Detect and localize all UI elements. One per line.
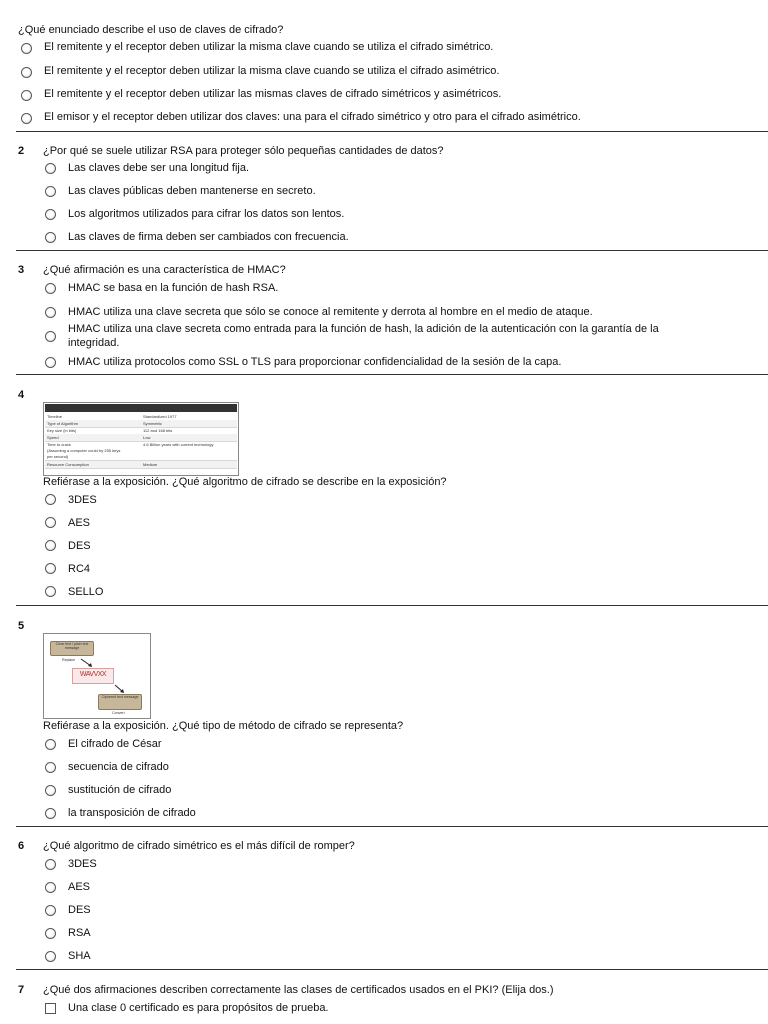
option-label: Las claves de firma deben ser cambiados con frecuencia. <box>68 231 349 243</box>
divider <box>16 605 768 606</box>
radio-option[interactable] <box>45 951 56 962</box>
question-text: ¿Qué enunciado describe el uso de claves de cifrado? <box>18 24 284 36</box>
radio-option[interactable] <box>21 43 32 54</box>
divider <box>16 131 768 132</box>
question-text: Refiérase a la exposición. ¿Qué algoritmo de cifrado se describe en la exposición? <box>43 476 447 488</box>
divider <box>16 374 768 375</box>
exhibit-row: per second) <box>45 453 237 461</box>
ciphertext-scroll: Ciphered text message <box>98 694 142 710</box>
radio-option[interactable] <box>45 785 56 796</box>
option-label: HMAC utiliza protocolos como SSL o TLS para proporcionar confidencialidad de la sesión de la capa. <box>68 356 562 368</box>
option-label: 3DES <box>68 858 97 870</box>
option-label: RSA <box>68 927 91 939</box>
question-number: 4 <box>18 389 25 401</box>
question-number: 2 <box>18 145 25 157</box>
question-number: 6 <box>18 840 25 852</box>
ciphertext-box: WAVVXX <box>72 668 114 684</box>
radio-option[interactable] <box>21 90 32 101</box>
radio-option[interactable] <box>45 882 56 893</box>
radio-option[interactable] <box>45 905 56 916</box>
option-label: AES <box>68 517 91 529</box>
radio-option[interactable] <box>45 928 56 939</box>
exhibit-table <box>43 402 239 476</box>
question-number: 3 <box>18 264 25 276</box>
exhibit-row: Type of Algorithm Symmetric <box>45 420 237 428</box>
divider <box>16 250 768 251</box>
radio-option[interactable] <box>21 67 32 78</box>
radio-option[interactable] <box>45 494 56 505</box>
radio-option[interactable] <box>45 739 56 750</box>
option-label: El remitente y el receptor deben utilizar la misma clave cuando se utiliza el cifrado simétrico. <box>44 41 494 53</box>
exhibit-table-header <box>45 404 237 412</box>
radio-option[interactable] <box>45 209 56 220</box>
radio-option[interactable] <box>45 283 56 294</box>
option-label: AES <box>68 881 91 893</box>
radio-option[interactable] <box>45 563 56 574</box>
arrow-icon <box>80 658 94 668</box>
radio-option[interactable] <box>45 808 56 819</box>
option-label: Las claves públicas deben mantenerse en secreto. <box>68 185 316 197</box>
option-label: DES <box>68 540 91 552</box>
option-label: 3DES <box>68 494 97 506</box>
question-text: ¿Qué afirmación es una característica de HMAC? <box>43 264 286 276</box>
radio-option[interactable] <box>45 186 56 197</box>
radio-option[interactable] <box>45 307 56 318</box>
option-label: DES <box>68 904 91 916</box>
option-label: la transposición de cifrado <box>68 807 196 819</box>
exhibit-row: Key size (in bits) 112 and 168 bits <box>45 427 237 435</box>
exhibit-row: Timeline Standardized 1977 <box>45 413 237 421</box>
option-label: El emisor y el receptor deben utilizar dos claves: una para el cifrado simétrico y otro para el cifrado asimétrico. <box>44 111 581 123</box>
radio-option[interactable] <box>45 357 56 368</box>
divider <box>16 826 768 827</box>
option-label: Las claves debe ser una longitud fija. <box>68 162 250 174</box>
option-label-continued: integridad. <box>68 337 120 349</box>
exhibit-row: Speed Low <box>45 434 237 442</box>
option-label: HMAC utiliza una clave secreta como entrada para la función de hash, la adición de la autenticación con la garantía de la <box>68 323 659 335</box>
radio-option[interactable] <box>45 331 56 342</box>
exhibit-row: (Assuming a computer could try 255 keys <box>47 448 121 453</box>
question-text: ¿Por qué se suele utilizar RSA para proteger sólo pequeñas cantidades de datos? <box>43 145 444 157</box>
question-number: 7 <box>18 984 25 996</box>
exhibit-diagram <box>43 633 151 719</box>
option-label: El remitente y el receptor deben utilizar la misma clave cuando se utiliza el cifrado asimétrico. <box>44 65 500 77</box>
radio-option[interactable] <box>21 113 32 124</box>
question-text: Refiérase a la exposición. ¿Qué tipo de método de cifrado se representa? <box>43 720 404 732</box>
radio-option[interactable] <box>45 232 56 243</box>
radio-option[interactable] <box>45 163 56 174</box>
option-label: El remitente y el receptor deben utilizar las mismas claves de cifrado simétricos y asimétricos. <box>44 88 502 100</box>
convert-label: Convert <box>112 711 125 715</box>
option-label: SELLO <box>68 586 104 598</box>
checkbox-option[interactable] <box>45 1003 56 1014</box>
exhibit-row: Resource Consumption Medium <box>45 461 237 469</box>
radio-option[interactable] <box>45 540 56 551</box>
option-label: SHA <box>68 950 91 962</box>
exhibit-row: Time to crack 4.6 Billion years with current technology <box>47 442 214 447</box>
replace-label: Replace <box>62 658 76 662</box>
plaintext-scroll: Clear text / plain text message <box>50 641 94 656</box>
radio-option[interactable] <box>45 762 56 773</box>
option-label: HMAC utiliza una clave secreta que sólo se conoce al remitente y derrota al hombre en el medio de ataque. <box>68 306 593 318</box>
option-label: sustitución de cifrado <box>68 784 172 796</box>
option-label: El cifrado de César <box>68 738 162 750</box>
option-label: Una clase 0 certificado es para propósitos de prueba. <box>68 1002 329 1014</box>
divider <box>16 969 768 970</box>
question-number: 5 <box>18 620 25 632</box>
option-label: RC4 <box>68 563 91 575</box>
arrow-icon <box>114 684 126 694</box>
question-text: ¿Qué dos afirmaciones describen correctamente las clases de certificados usados en el PKI? (Elija dos.) <box>43 984 554 996</box>
option-label: secuencia de cifrado <box>68 761 169 773</box>
radio-option[interactable] <box>45 517 56 528</box>
option-label: Los algoritmos utilizados para cifrar los datos son lentos. <box>68 208 345 220</box>
radio-option[interactable] <box>45 859 56 870</box>
radio-option[interactable] <box>45 586 56 597</box>
option-label: HMAC se basa en la función de hash RSA. <box>68 282 279 294</box>
question-text: ¿Qué algoritmo de cifrado simétrico es el más difícil de romper? <box>43 840 355 852</box>
